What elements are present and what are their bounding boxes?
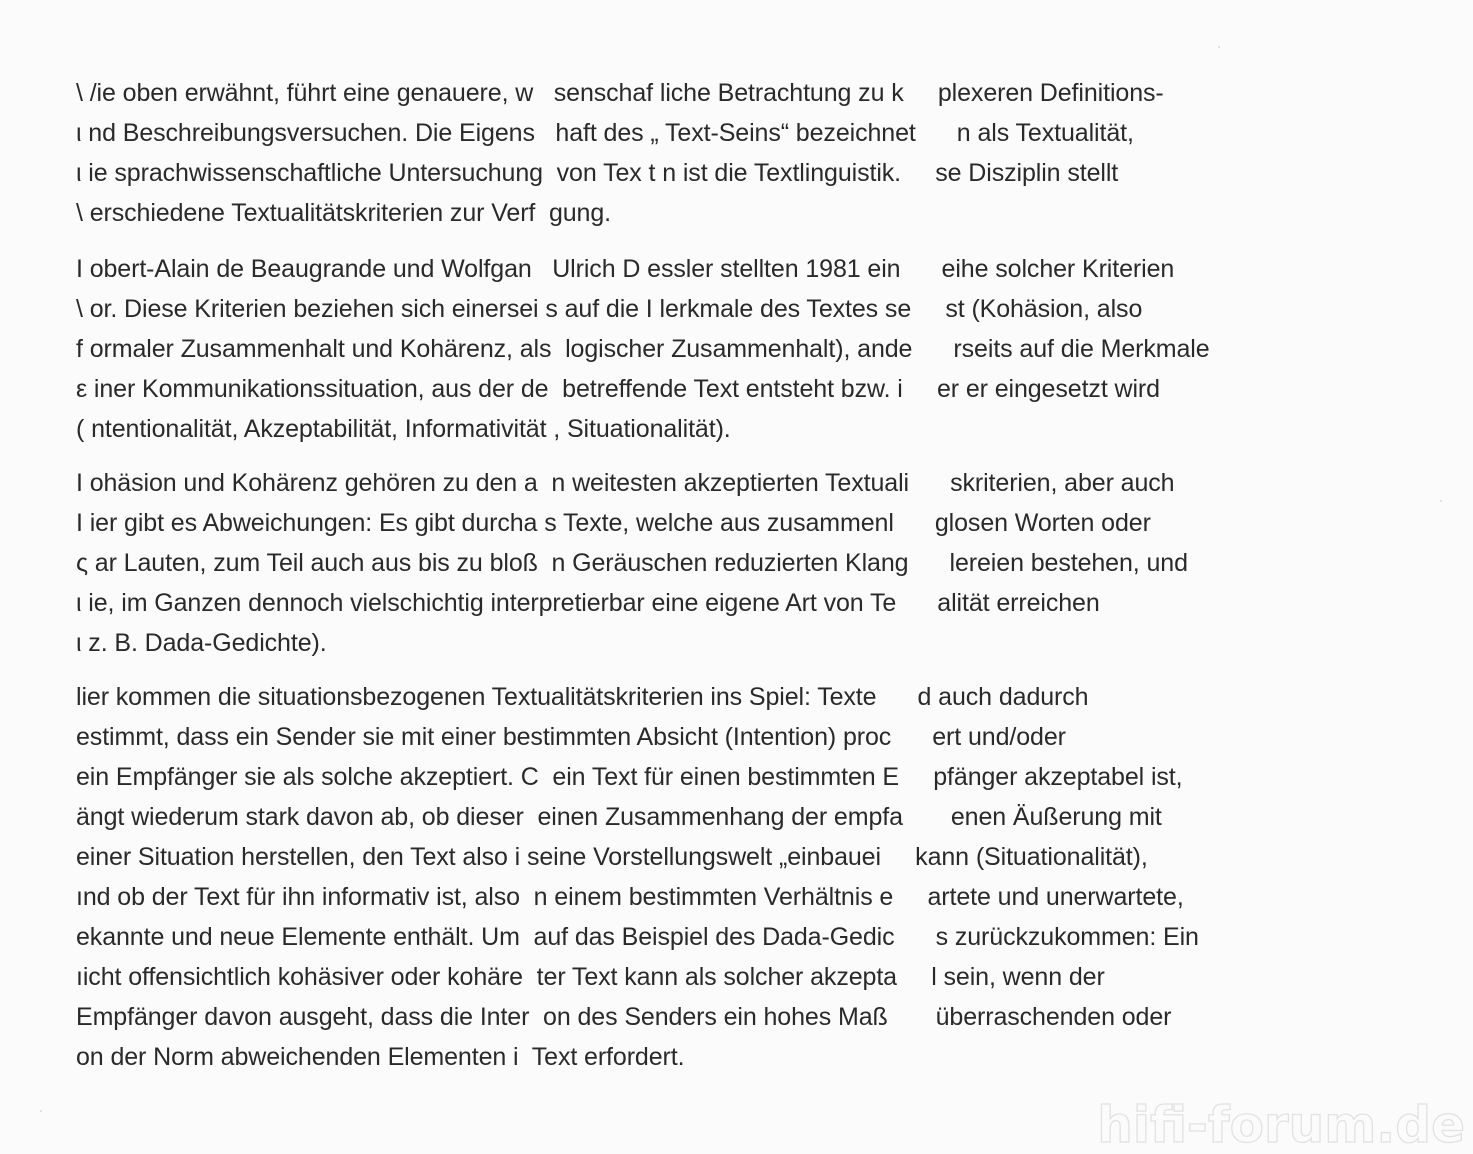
text-line: Empfänger davon ausgeht, dass die Inter on des Senders ein hohes Maß überraschenden oder xyxy=(76,1003,1172,1031)
scan-speck xyxy=(1218,46,1220,48)
scan-speck xyxy=(1440,500,1442,502)
text-line: estimmt, dass ein Sender sie mit einer bestimmten Absicht (Intention) proc ert und/oder xyxy=(76,723,1066,751)
text-line: ς ar Lauten, zum Teil auch aus bis zu bloß n Geräuschen reduzierten Klang lereien bestehen, und xyxy=(76,549,1188,577)
text-line: I obert-Alain de Beaugrande und Wolfgan Ulrich D essler stellten 1981 ein eihe solcher Kriterien xyxy=(76,255,1175,283)
paragraph-1 xyxy=(76,73,1164,233)
text-line: ein Empfänger sie als solche akzeptiert. C ein Text für einen bestimmten E pfänger akzeptabel ist, xyxy=(76,763,1183,791)
text-line: lier kommen die situationsbezogenen Textualitätskriterien ins Spiel: Texte d auch dadurch xyxy=(76,683,1089,711)
paragraph-3 xyxy=(76,463,1188,663)
text-line: \ or. Diese Kriterien beziehen sich einersei s auf die I lerkmale des Textes se st (Kohäsion, also xyxy=(76,295,1143,323)
text-line: f ormaler Zusammenhalt und Kohärenz, als logischer Zusammenhalt), ande rseits auf die Merkmale xyxy=(76,335,1210,363)
text-line: einer Situation herstellen, den Text also i seine Vorstellungswelt „einbauei kann (Situationalität), xyxy=(76,843,1148,871)
paragraph-4 xyxy=(76,677,1199,1077)
text-line: ι nd Beschreibungsversuchen. Die Eigens haft des „ Text-Seins“ bezeichnet n als Textualität, xyxy=(76,119,1134,147)
text-line: ι ie sprachwissenschaftliche Untersuchung von Tex t n ist die Textlinguistik. se Disziplin stellt xyxy=(76,159,1119,187)
scan-speck xyxy=(40,1110,42,1112)
text-line: ( ntentionalität, Akzeptabilität, Informativität , Situationalität). xyxy=(76,415,731,443)
text-line: ängt wiederum stark davon ab, ob dieser einen Zusammenhang der empfa enen Äußerung mit xyxy=(76,803,1162,831)
text-line: on der Norm abweichenden Elementen i Text erfordert. xyxy=(76,1043,685,1071)
text-line: ι ie, im Ganzen dennoch vielschichtig interpretierbar eine eigene Art von Te alität erreichen xyxy=(76,589,1100,617)
paragraph-2 xyxy=(76,249,1210,449)
text-line: ınd ob der Text für ihn informativ ist, also n einem bestimmten Verhältnis e artete und unerwartete, xyxy=(76,883,1184,911)
text-line: \ erschiedene Textualitätskriterien zur Verf gung. xyxy=(76,199,612,227)
text-line: I ohäsion und Kohärenz gehören zu den a n weitesten akzeptierten Textuali skriterien, aber auch xyxy=(76,469,1175,497)
text-line: \ /ie oben erwähnt, führt eine genauere, w senschaf liche Betrachtung zu k plexeren Definitions- xyxy=(76,79,1164,107)
text-line: ε iner Kommunikationssituation, aus der de betreffende Text entsteht bzw. i er er eingesetzt wird xyxy=(76,375,1160,403)
watermark-logo: hifi-forum.de xyxy=(1097,1096,1465,1154)
text-line: ekannte und neue Elemente enthält. Um auf das Beispiel des Dada-Gedic s zurückzukommen: Ein xyxy=(76,923,1199,951)
text-line: ι z. B. Dada-Gedichte). xyxy=(76,629,327,657)
text-line: ıicht offensichtlich kohäsiver oder kohäre ter Text kann als solcher akzepta l sein, wenn der xyxy=(76,963,1105,991)
text-line: I ier gibt es Abweichungen: Es gibt durcha s Texte, welche aus zusammenl glosen Worten oder xyxy=(76,509,1151,537)
